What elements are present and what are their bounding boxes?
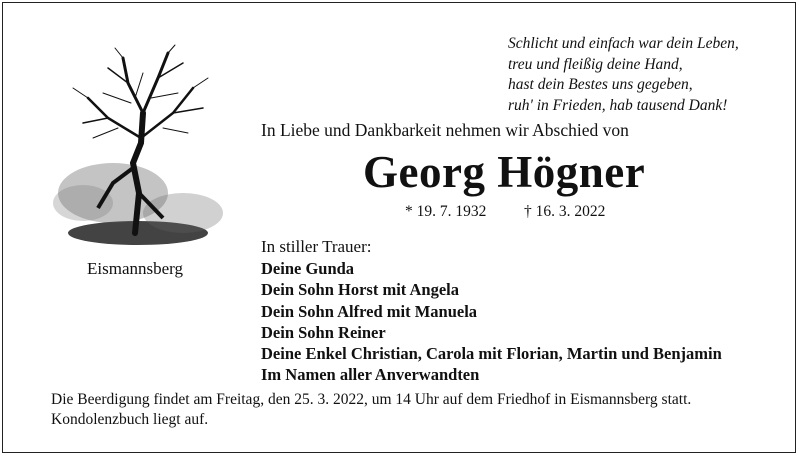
deceased-name: Georg Högner xyxy=(363,147,646,197)
obituary-notice xyxy=(2,2,796,453)
place-name: Eismannsberg xyxy=(87,259,184,278)
birth-date: * 19. 7. 1932 xyxy=(405,203,487,220)
mourner-line: Dein Sohn Horst mit Angela xyxy=(261,280,460,300)
mourner-line: Im Namen aller Anverwandten xyxy=(261,365,480,385)
funeral-line: Kondolenzbuch liegt auf. xyxy=(51,410,209,428)
mourner-line: Deine Enkel Christian, Carola mit Florian, Martin und Benjamin xyxy=(261,344,722,364)
poem xyxy=(508,34,739,116)
mourners-list xyxy=(261,258,722,386)
mourner-line: Dein Sohn Alfred mit Manuela xyxy=(261,301,478,321)
poem-line: Schlicht und einfach war dein Leben, xyxy=(508,35,739,52)
death-date: † 16. 3. 2022 xyxy=(524,203,606,220)
mourning-label: In stiller Trauer: xyxy=(261,237,372,256)
funeral-info xyxy=(51,390,691,429)
poem-line: ruh' in Frieden, hab tausend Dank! xyxy=(508,96,728,114)
funeral-line: Die Beerdigung findet am Freitag, den 25. 3. 2022, um 14 Uhr auf dem Friedhof in Eismannsberg statt. xyxy=(51,391,692,408)
mourner-line: Deine Gunda xyxy=(261,259,355,278)
poem-line: treu und fleißig deine Hand, xyxy=(508,55,683,73)
mourner-line: Dein Sohn Reiner xyxy=(261,322,386,342)
tree-illustration xyxy=(43,43,233,253)
intro-text: In Liebe und Dankbarkeit nehmen wir Abschied von xyxy=(261,120,629,140)
poem-line: hast dein Bestes uns gegeben, xyxy=(508,76,693,93)
